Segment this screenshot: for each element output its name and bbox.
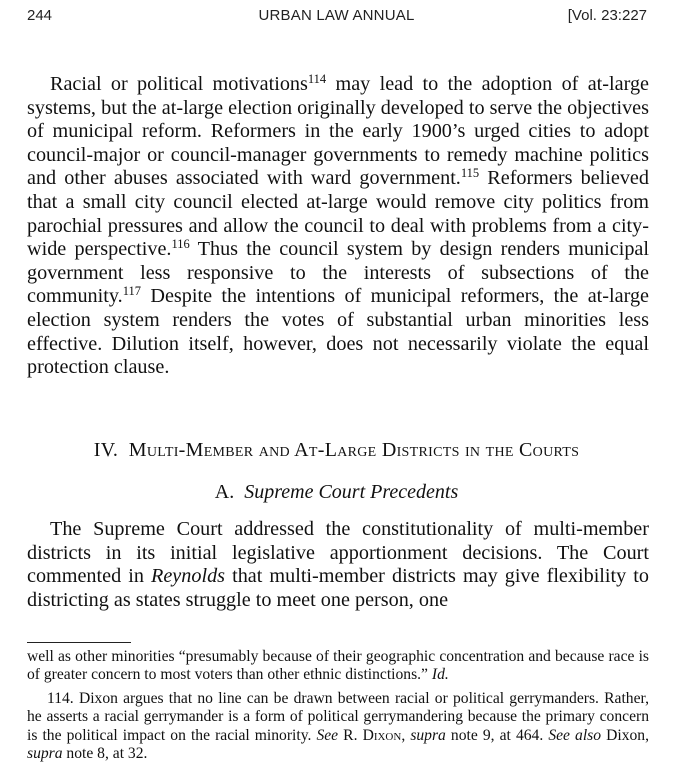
text-run: that multi-member districts may give flexibility to districting as states struggle to meet one person, one [27, 565, 649, 611]
section-numeral: IV. [93, 439, 119, 461]
text-run: may lead to the adoption of at-large systems, but the at-large election originally developed to serve the objectives of municipal reform. Reformers in the early 1900’s urged cities to adopt council-major or council-manager governments to remedy machine politics and other abuses associated with ward government. [27, 73, 649, 190]
footnote-number: 114. [47, 689, 74, 707]
footnote-114 [27, 690, 649, 764]
footnote-text: note 9, at 464. [445, 726, 549, 744]
text-run: Despite the intentions of municipal reformers, the at-large election system renders the votes of substantial urban minorities less effective. Dilution itself, however, does not necessarily violate the equal protection clause. [27, 285, 649, 379]
journal-title: URBAN LAW ANNUAL [258, 7, 415, 24]
subsection-title: Supreme Court Precedents [244, 481, 459, 503]
case-name: Reynolds [151, 565, 226, 588]
running-head [0, 4, 673, 28]
author-name: R. Dixon [338, 726, 402, 744]
footnote-text: Dixon argues that no line can be drawn between racial or political gerrymanders. Rather, he asserts a racial gerrymander is a form of political gerrymandering because the primary concern is the political impact on the racial minority. [27, 689, 649, 744]
footnote-ref-117[interactable]: 117 [122, 284, 141, 299]
text-run: The Supreme Court addressed the constitutionality of multi-member districts in its initial legislative apportionment decisions. The Court commented in [27, 518, 649, 588]
text-run: Reformers believed that a small city council elected at-large would remove city politics from parochial pressures and allow the council to deal with problems from a city-wide perspective. [27, 167, 649, 261]
paragraph-text [27, 73, 649, 380]
footnotes [27, 648, 649, 763]
footnote-text: note 8, at 32. [62, 745, 148, 763]
footnote-text: Dixon, [601, 726, 650, 744]
citation-signal: supra [410, 726, 446, 744]
footnote-text: , [401, 726, 411, 744]
footnote-text: well as other minorities “presumably because of their geographic concentration and because race is of greater concern to most voters than other ethnic distinctions.” [27, 648, 649, 684]
citation-signal: Id. [431, 666, 449, 684]
footnote-continuation [27, 648, 649, 685]
footnote-ref-116[interactable]: 116 [171, 237, 190, 252]
footnote-divider [27, 642, 131, 643]
footnote-ref-114[interactable]: 114 [307, 72, 327, 87]
volume-citation: [Vol. 23:227 [567, 7, 647, 24]
subsection-letter: A. [214, 481, 235, 503]
text-run: Thus the council system by design renders municipal government less responsive to the interests of subsections of the community. [27, 238, 649, 308]
section-title: Multi-Member and At-Large Districts in the Courts [128, 439, 580, 461]
body-paragraph-1 [27, 73, 649, 380]
citation-signal: See [316, 726, 339, 744]
text-run: Racial or political motivations [50, 73, 308, 95]
citation-signal: See also [548, 726, 602, 744]
page-number: 244 [27, 7, 53, 24]
citation-signal: supra [27, 745, 63, 763]
section-heading [0, 438, 673, 462]
paragraph-text [27, 518, 649, 612]
footnote-ref-115[interactable]: 115 [460, 166, 480, 181]
body-paragraph-2 [27, 518, 649, 612]
subsection-heading [0, 480, 673, 504]
